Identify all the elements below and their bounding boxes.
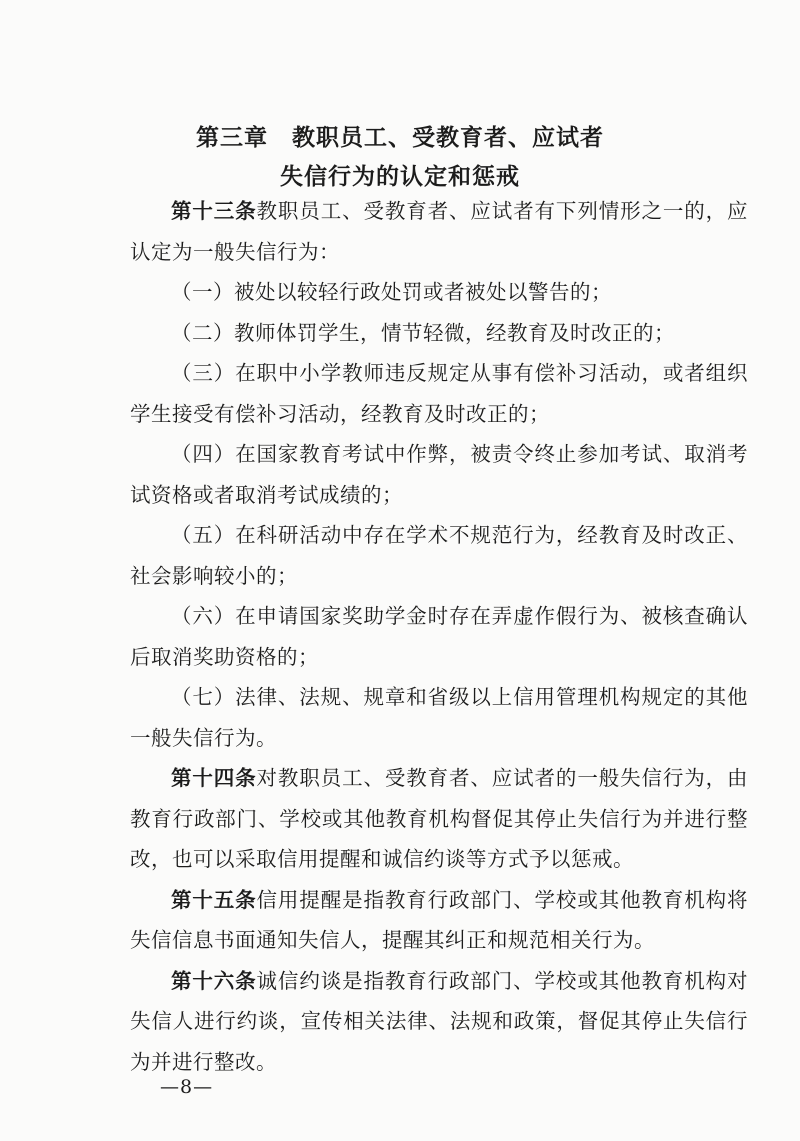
article-14-text: 对教职员工、受教育者、应试者的一般失信行为，由教育行政部门、学校或其他教育机构督促其停止失信行为并进行整改，也可以采取信用提醒和诚信约谈等方式予以惩戒。: [130, 766, 749, 871]
article-13-item-1: （一）被处以较轻行政处罚或者被处以警告的；: [171, 280, 612, 304]
article-15-label: 第十五条: [171, 887, 257, 912]
article-16-text: 诚信约谈是指教育行政部门、学校或其他教育机构对失信人进行约谈，宣传相关法律、法规和政策，督促其停止失信行为并进行整改。: [130, 968, 749, 1074]
article-13-item-3: （三）在职中小学教师违反规定从事有偿补习活动，或者组织学生接受有偿补习活动，经教育及时改正的；: [130, 361, 748, 426]
document-body: [130, 191, 748, 1082]
article-13: [130, 191, 748, 272]
chapter-subtitle: 失信行为的认定和惩戒: [280, 163, 520, 190]
article-13-item-2: （二）教师体罚学生，情节轻微，经教育及时改正的；: [171, 320, 675, 345]
article-16-label: 第十六条: [171, 968, 257, 993]
article-13-item-6: （六）在申请国家奖助学金时存在弄虚作假行为、被核查确认后取消奖助资格的；: [130, 604, 748, 669]
article-13-text: 教职员工、受教育者、应试者有下列情形之一的，应认定为一般失信行为：: [130, 199, 749, 264]
article-15: [130, 880, 748, 961]
chapter-title: 第三章 教职员工、受教育者、应试者: [196, 124, 604, 151]
article-15-text: 信用提醒是指教育行政部门、学校或其他教育机构将失信信息书面通知失信人，提醒其纠正和规范相关行为。: [130, 887, 749, 952]
article-14: [130, 758, 748, 880]
article-13-item-4: （四）在国家教育考试中作弊，被责令终止参加考试、取消考试资格或者取消考试成绩的；: [130, 442, 748, 507]
article-14-label: 第十四条: [171, 766, 257, 790]
article-16: [130, 961, 748, 1083]
article-13-item-7: （七）法律、法规、规章和省级以上信用管理机构规定的其他一般失信行为。: [130, 685, 748, 750]
article-13-item-5: （五）在科研活动中存在学术不规范行为，经教育及时改正、社会影响较小的；: [130, 523, 748, 588]
article-13-label: 第十三条: [171, 199, 257, 223]
page-number: —8—: [160, 1076, 214, 1098]
